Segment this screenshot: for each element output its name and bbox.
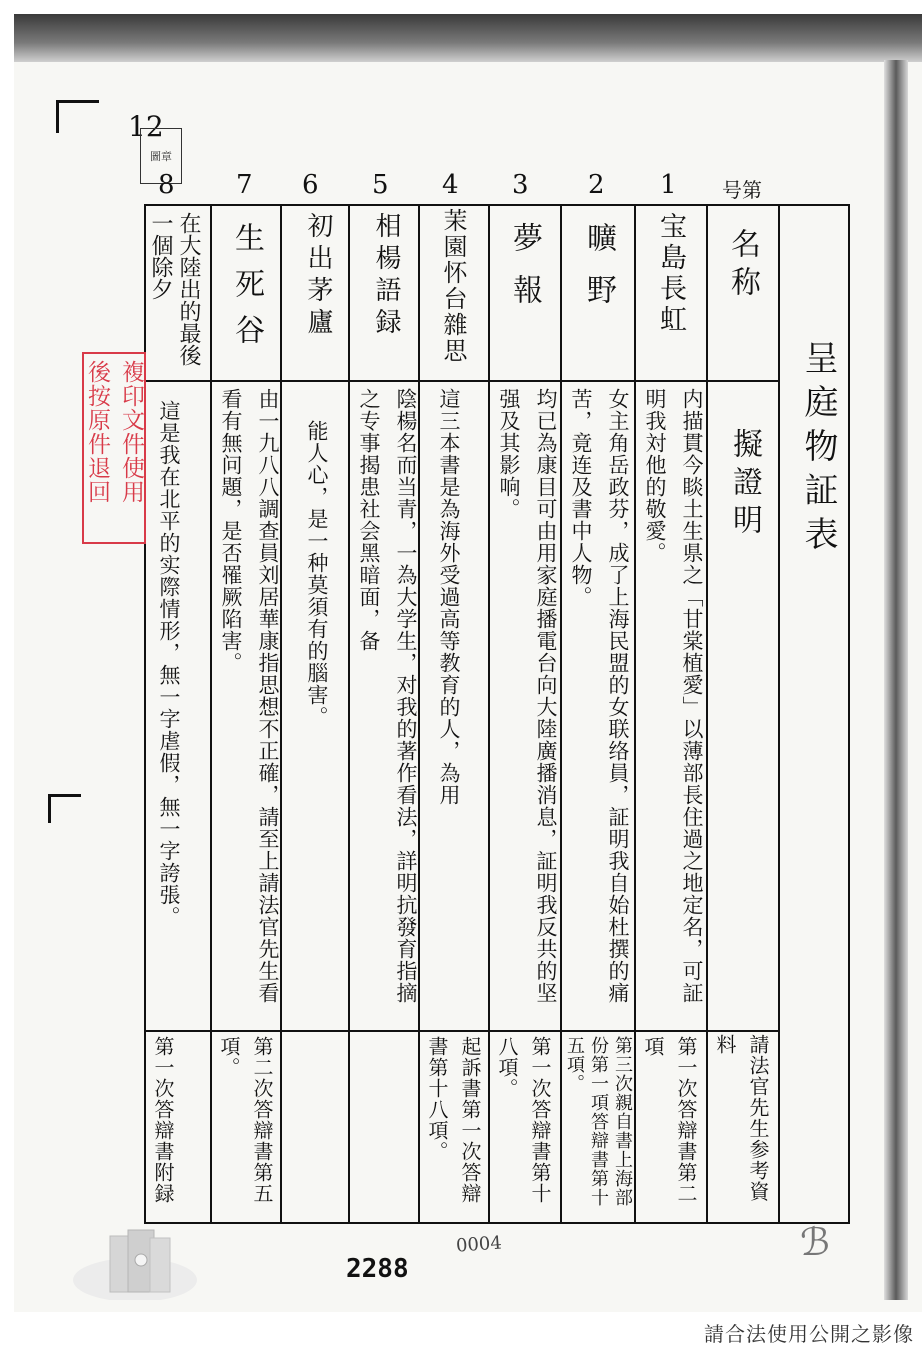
- handwritten-scribble: ℬ: [800, 1220, 830, 1264]
- copy-stamp: 複印文件使用 後按原件退回: [82, 352, 146, 544]
- row-number-4: 4: [442, 170, 459, 200]
- row-1-proof: 内描貫今睒土生県之「甘棠植愛」以薄部長住過之地定名，可証明我対他的敬愛。: [643, 388, 704, 1004]
- row-6-proof: 能人心，是一种莫須有的腦害。: [305, 420, 329, 728]
- document-title: 呈庭物証表: [798, 340, 838, 560]
- row-4-proof: 這三本書是為海外受過高等教育的人，為用: [437, 388, 461, 806]
- row-1-ref: 第一次答辯書第二項: [641, 1036, 698, 1204]
- header-proof-cell: 擬證明: [727, 428, 762, 542]
- row-number-1: 1: [660, 170, 677, 200]
- row-8-ref: 第一次答辯書附録: [151, 1036, 175, 1204]
- row-2-name: 曠野: [581, 222, 616, 326]
- crop-mark-left: [48, 794, 81, 823]
- row-8-proof: 這是我在北平的实際情形，無一字虐假，無一字誇張。: [157, 400, 181, 928]
- header-name-cell: 名称: [725, 228, 760, 304]
- row-6-name: 初出茅廬: [303, 212, 333, 340]
- row-7-ref: 第二次答辯書第五項。: [217, 1036, 274, 1204]
- row-7-name: 生死谷: [229, 222, 264, 360]
- footer-usage-note: 請合法使用公開之影像: [704, 1322, 914, 1346]
- row-7-proof: 由一九八八調查員刘居華康指思想不正確，請至上請法官先生看看有無问題，是否罹厥陷害。: [219, 388, 280, 1004]
- scan-shadow-top: [14, 14, 922, 62]
- row-3-ref: 第一次答辯書第十八項。: [495, 1036, 552, 1204]
- row-3-proof: 均已為康目可由用家庭播電台向大陸廣播消息，証明我反共的坚强及其影响。: [497, 388, 558, 1004]
- row-number-7: 7: [236, 170, 253, 200]
- row-4-ref: 起訴書第一次答辯書第十八項。: [425, 1036, 482, 1204]
- row-5-name: 相楊語録: [371, 212, 401, 340]
- row-2-ref: 第三次親自書上海部份第一項答辯書第十五項。: [564, 1036, 633, 1207]
- archive-box-icon: [70, 1220, 200, 1300]
- row-8-name: 在大陸出的最後一個除夕: [148, 212, 201, 366]
- handwritten-number: 12: [128, 110, 164, 143]
- scan-shadow-right: [884, 60, 908, 1300]
- page-number: 2288: [346, 1254, 409, 1284]
- corner-mark-number: 8: [158, 170, 175, 200]
- row-number-3: 3: [512, 170, 529, 200]
- crop-mark-top: [56, 100, 99, 133]
- row-1-name: 宝島長虹: [655, 212, 686, 336]
- row-4-name: 茉園怀台雜思: [439, 208, 467, 364]
- small-seal-stamp: 圖章: [140, 128, 182, 184]
- row-number-6: 6: [302, 170, 319, 200]
- row-number-2: 2: [588, 170, 605, 200]
- row-5-proof: 陰楊名而当青，一為大学生，对我的著作看法，詳明抗發育指摘之专事揭患社会黑暗面，备: [357, 388, 418, 1004]
- header-ref-cell: 請法官先生参考資料: [713, 1034, 770, 1202]
- row-number-5: 5: [372, 170, 389, 200]
- archive-number: 0004: [455, 1232, 503, 1257]
- row-3-name: 夢報: [507, 222, 542, 326]
- row-2-proof: 女主角岳政芬，成了上海民盟的女联络員，証明我自始杜撰的痛苦，竟连及書中人物。: [569, 388, 630, 1004]
- column-header-label: 号第: [722, 178, 762, 202]
